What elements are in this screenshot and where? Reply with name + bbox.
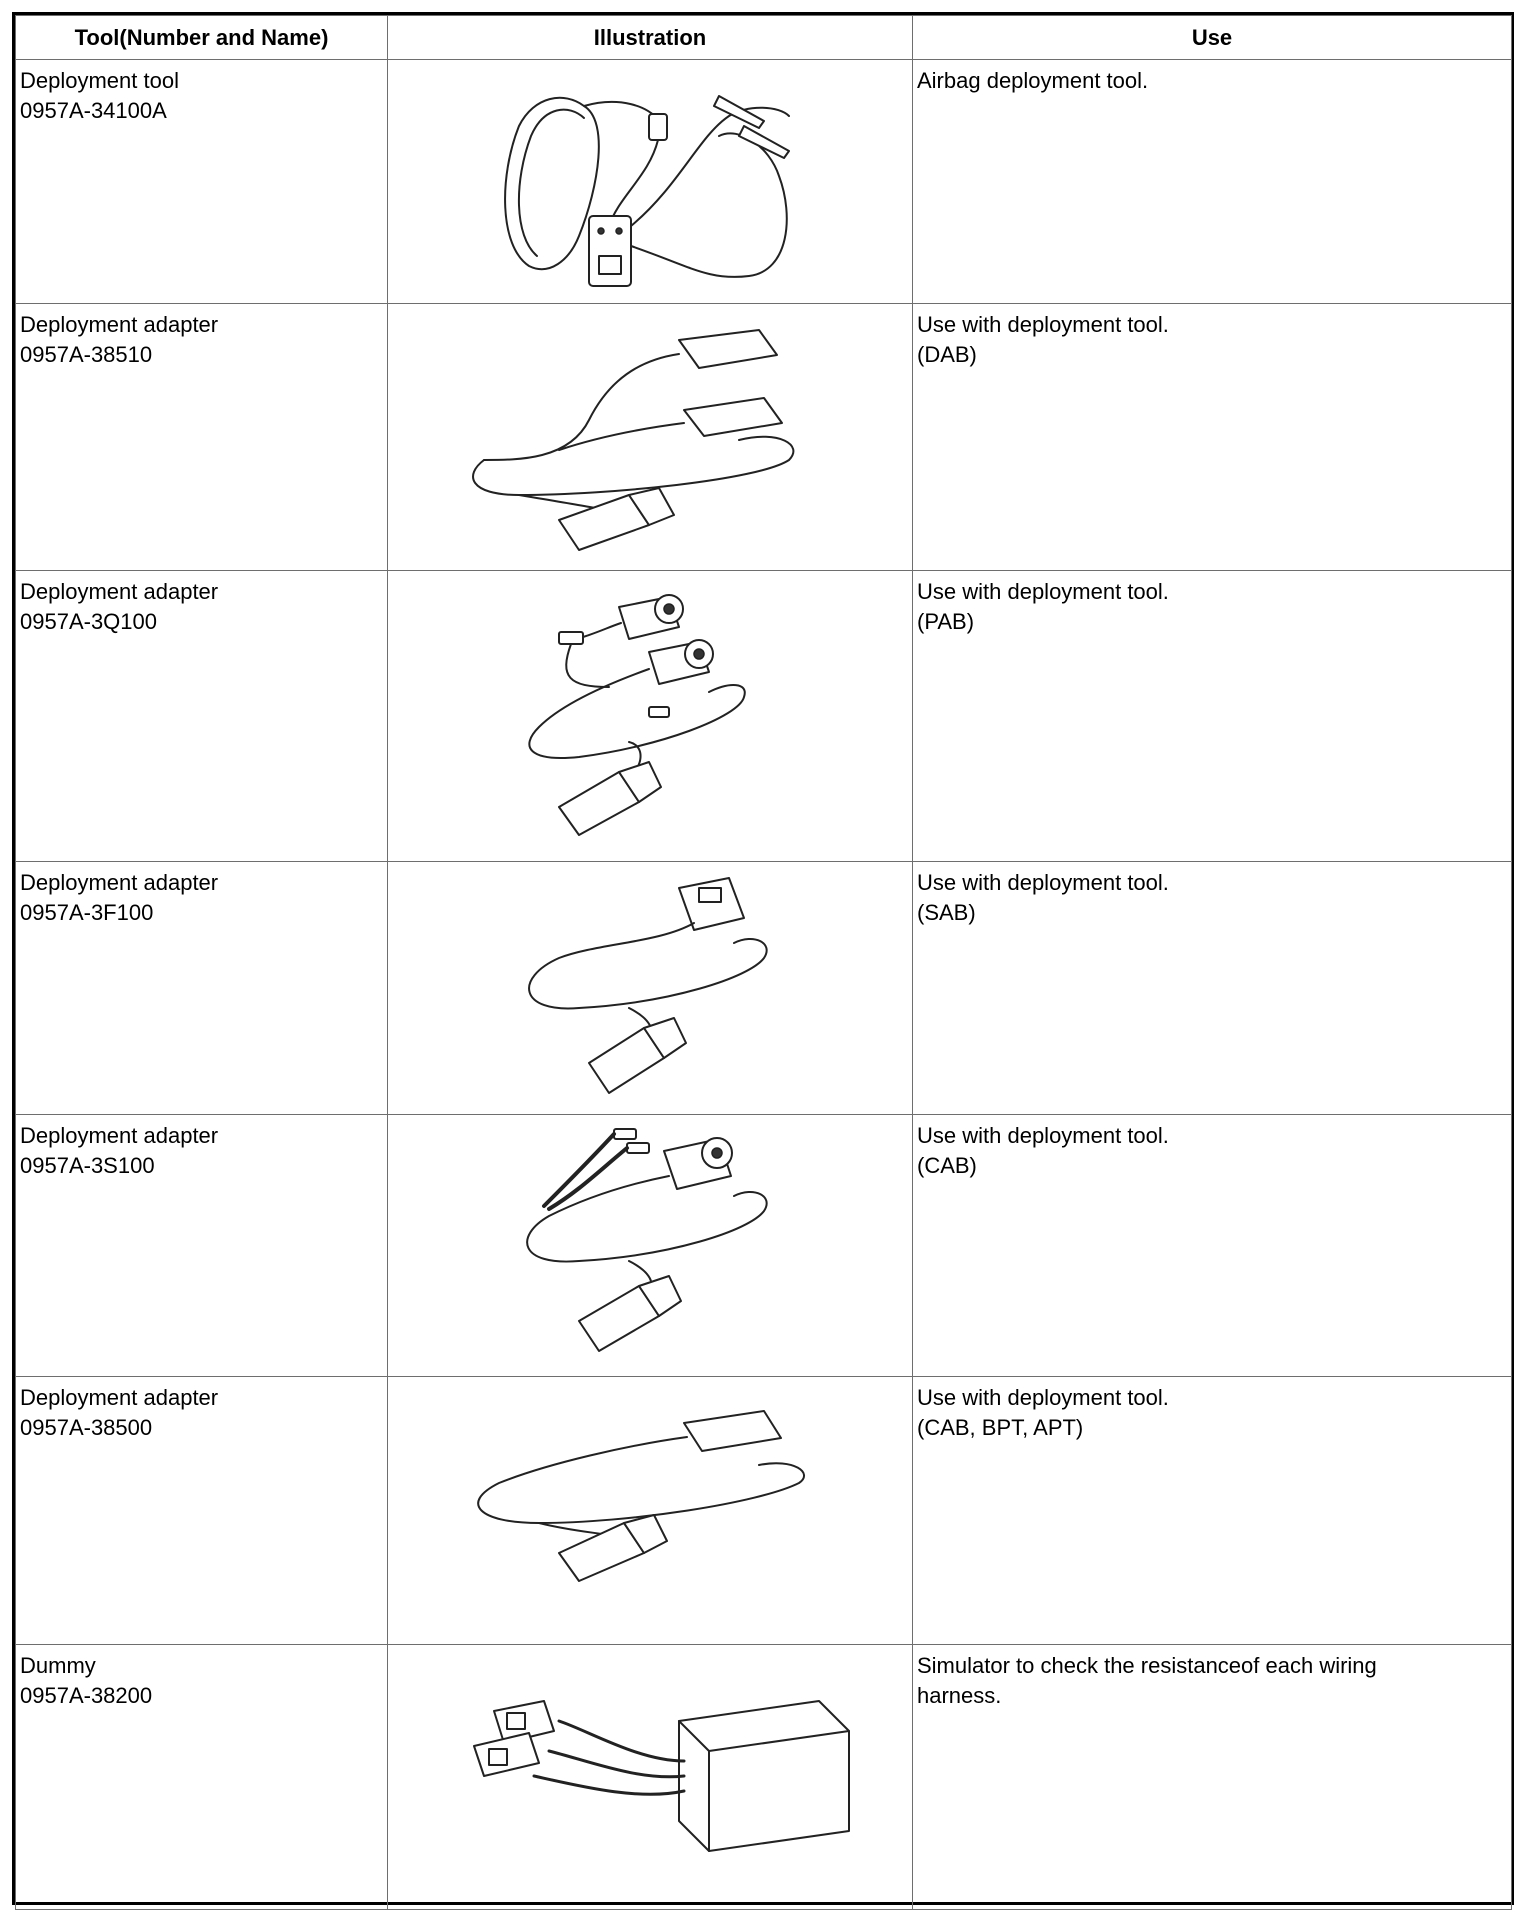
dab-adapter-icon (459, 310, 839, 560)
use-text: Simulator to check the resistanceof each wiring (917, 1653, 1377, 1678)
tool-number: 0957A-34100A (20, 98, 167, 123)
use-cell (913, 862, 1512, 1115)
tool-number: 0957A-3F100 (20, 900, 154, 925)
pab-adapter-icon (499, 577, 799, 847)
tool-cell (16, 1645, 388, 1910)
table-row (16, 862, 1512, 1115)
tool-number: 0957A-38500 (20, 1415, 153, 1440)
tool-cell (16, 60, 388, 304)
tool-cell (16, 304, 388, 571)
use-text: Use with deployment tool. (917, 870, 1169, 895)
use-cell (913, 571, 1512, 862)
table-row (16, 1645, 1512, 1910)
table-row (16, 304, 1512, 571)
tool-name: Dummy (20, 1653, 96, 1678)
cab-adapter-icon (499, 1121, 799, 1361)
use-detail: (SAB) (917, 900, 976, 925)
header-row (16, 16, 1512, 60)
tool-name: Deployment adapter (20, 1385, 219, 1410)
use-text: Use with deployment tool. (917, 1385, 1169, 1410)
use-cell (913, 1377, 1512, 1645)
tool-name: Deployment tool (20, 68, 179, 93)
tool-name: Deployment adapter (20, 579, 219, 604)
use-cell (913, 1115, 1512, 1377)
table-row (16, 571, 1512, 862)
header-use: Use (913, 16, 1512, 60)
use-detail: (DAB) (917, 342, 977, 367)
deployment-tool-icon (489, 66, 809, 296)
use-text: Airbag deployment tool. (917, 68, 1149, 93)
tool-name: Deployment adapter (20, 1123, 219, 1148)
sab-adapter-icon (499, 868, 799, 1098)
tool-cell (16, 862, 388, 1115)
use-text: Use with deployment tool. (917, 579, 1169, 604)
special-tools-table-frame (12, 12, 1514, 1905)
tool-number: 0957A-3Q100 (20, 609, 157, 634)
illustration-cell (388, 1115, 913, 1377)
special-tools-table (15, 15, 1512, 1910)
illustration-cell (388, 1645, 913, 1910)
tool-name: Deployment adapter (20, 312, 219, 337)
table-row (16, 1115, 1512, 1377)
cab-bpt-apt-adapter-icon (459, 1383, 839, 1583)
tool-number: 0957A-38200 (20, 1683, 153, 1708)
illustration-cell (388, 1377, 913, 1645)
use-detail: (CAB, BPT, APT) (917, 1415, 1084, 1440)
dummy-simulator-icon (439, 1651, 859, 1861)
tool-number: 0957A-38510 (20, 342, 153, 367)
table-row (16, 1377, 1512, 1645)
use-detail: harness. (917, 1683, 1002, 1708)
tool-cell (16, 571, 388, 862)
tool-name: Deployment adapter (20, 870, 219, 895)
illustration-cell (388, 304, 913, 571)
use-cell (913, 1645, 1512, 1910)
illustration-cell (388, 60, 913, 304)
use-cell (913, 60, 1512, 304)
header-illustration: Illustration (388, 16, 913, 60)
tool-cell (16, 1115, 388, 1377)
illustration-cell (388, 571, 913, 862)
tool-cell (16, 1377, 388, 1645)
tool-number: 0957A-3S100 (20, 1153, 155, 1178)
illustration-cell (388, 862, 913, 1115)
use-text: Use with deployment tool. (917, 312, 1169, 337)
use-detail: (CAB) (917, 1153, 977, 1178)
use-detail: (PAB) (917, 609, 975, 634)
use-cell (913, 304, 1512, 571)
use-text: Use with deployment tool. (917, 1123, 1169, 1148)
header-tool: Tool(Number and Name) (16, 16, 388, 60)
table-row (16, 60, 1512, 304)
